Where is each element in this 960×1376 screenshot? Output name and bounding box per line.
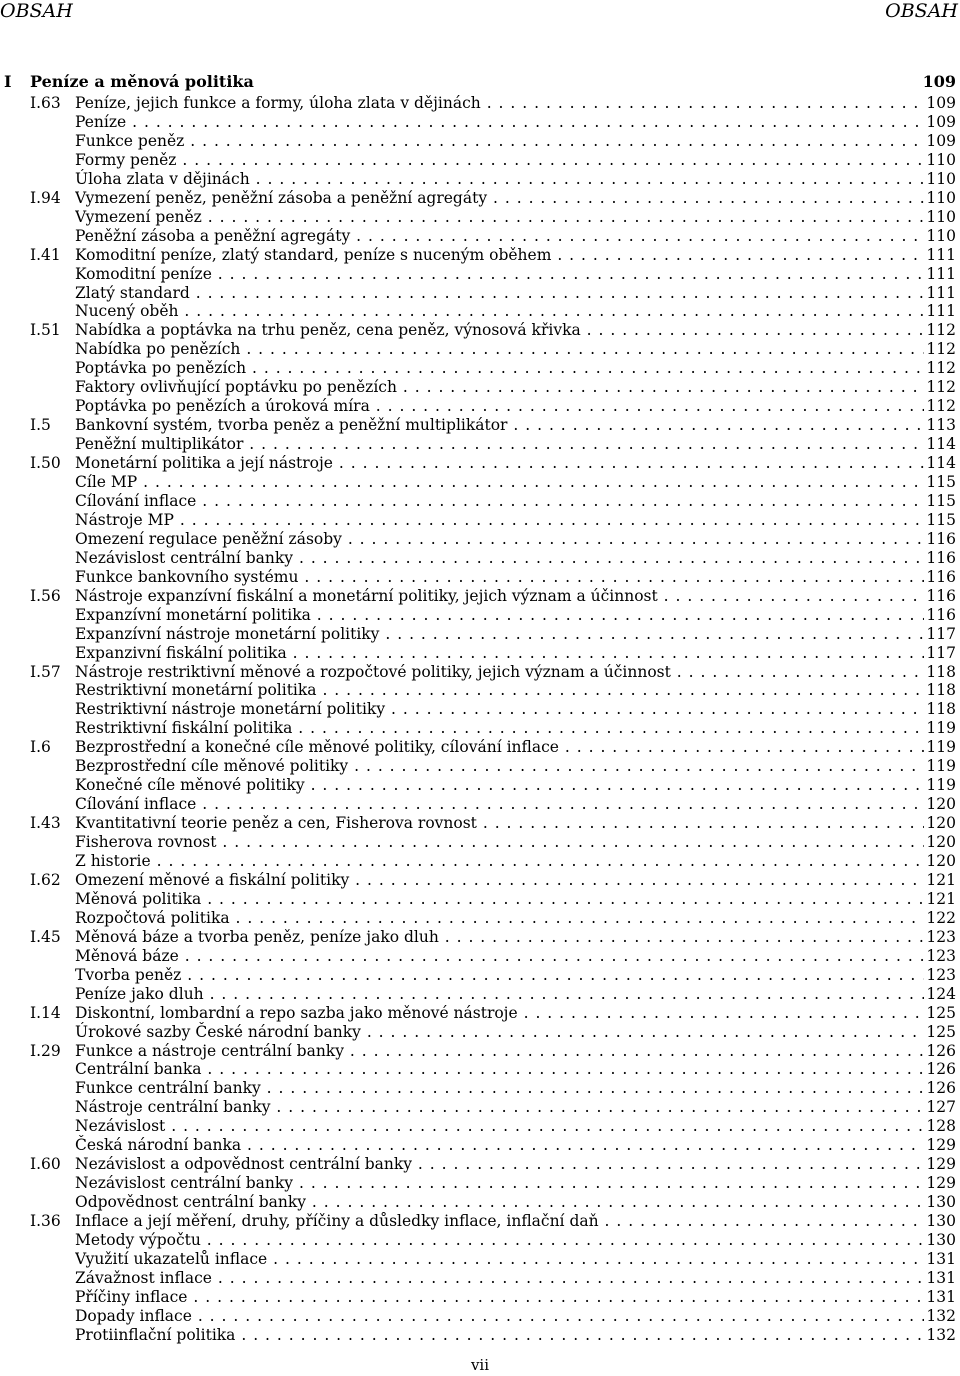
- entry-page: 110: [926, 169, 956, 188]
- entry-page: 129: [926, 1136, 956, 1155]
- entry-page: 121: [926, 889, 956, 908]
- toc-subentry[interactable]: [0, 718, 960, 738]
- entry-title: Diskontní, lombardní a repo sazba jako měnové nástroje . . .: [75, 1003, 924, 1023]
- entry-page: 110: [926, 226, 956, 245]
- toc-subentry[interactable]: [0, 965, 960, 985]
- entry-title: Nástroje expanzívní fiskální a monetární politiky, jejich význam a účinnost . . .: [75, 586, 924, 606]
- section-number: I.57: [30, 662, 61, 681]
- entry-page: 114: [926, 454, 956, 473]
- toc-subentry[interactable]: [0, 339, 960, 359]
- entry-page: 120: [926, 795, 956, 814]
- section-number: I.51: [30, 321, 61, 340]
- toc-subentry[interactable]: [0, 264, 960, 284]
- entry-title: Metody výpočtu . . .: [75, 1230, 924, 1250]
- toc-section[interactable]: [0, 188, 960, 208]
- entry-title: Nabídka po penězích . . .: [75, 339, 924, 359]
- toc-subentry[interactable]: [0, 112, 960, 132]
- section-number: I.60: [30, 1155, 61, 1174]
- toc-subentry[interactable]: [0, 434, 960, 454]
- entry-title: Expanzivní fiskální politika . . .: [75, 643, 924, 663]
- entry-title: Faktory ovlivňující poptávku po penězích . . .: [75, 377, 924, 397]
- toc-subentry[interactable]: [0, 889, 960, 909]
- entry-title: Restriktivní nástroje monetární politiky . . .: [75, 699, 924, 719]
- toc-section[interactable]: [0, 320, 960, 340]
- toc-subentry[interactable]: [0, 491, 960, 511]
- toc-subentry[interactable]: [0, 1249, 960, 1269]
- entry-title: Peníze, jejich funkce a formy, úloha zlata v dějinách . . .: [75, 93, 924, 113]
- entry-page: 112: [926, 321, 956, 340]
- entry-title: Peníze jako dluh . . .: [75, 984, 924, 1004]
- entry-page: 111: [926, 302, 956, 321]
- entry-title: Peněžní zásoba a peněžní agregáty . . .: [75, 226, 924, 246]
- section-number: I.94: [30, 188, 61, 207]
- toc-subentry[interactable]: [0, 1325, 960, 1345]
- entry-page: 109: [926, 131, 956, 150]
- toc-section[interactable]: [0, 662, 960, 682]
- entry-page: 109: [926, 94, 956, 112]
- entry-page: 122: [926, 908, 956, 927]
- entry-page: 127: [926, 1098, 956, 1117]
- entry-page: 130: [926, 1231, 956, 1249]
- entry-page: 110: [926, 207, 956, 226]
- entry-title: Zlatý standard . . .: [75, 283, 924, 303]
- toc-subentry[interactable]: [0, 946, 960, 966]
- entry-title: Nástroje MP . . .: [75, 510, 924, 530]
- toc-part[interactable]: [0, 72, 960, 92]
- entry-title: Z historie . . .: [75, 851, 924, 871]
- entry-title: Funkce bankovního systému . . .: [75, 567, 924, 587]
- toc-subentry[interactable]: [0, 169, 960, 189]
- toc-subentry[interactable]: [0, 567, 960, 587]
- entry-page: 110: [926, 150, 956, 169]
- entry-page: 119: [926, 757, 956, 776]
- entry-title: Vymezení peněz, peněžní zásoba a peněžní agregáty . . .: [75, 188, 924, 208]
- entry-page: 116: [926, 605, 956, 624]
- section-number: I.56: [30, 586, 61, 605]
- entry-title: Úloha zlata v dějinách . . .: [75, 169, 924, 189]
- entry-page: 123: [926, 927, 956, 946]
- toc-section[interactable]: [0, 813, 960, 833]
- toc-subentry[interactable]: [0, 510, 960, 530]
- toc-subentry[interactable]: [0, 775, 960, 795]
- entry-page: 126: [926, 1060, 956, 1079]
- section-number: I.14: [30, 1003, 61, 1022]
- toc-subentry[interactable]: [0, 283, 960, 303]
- entry-page: 131: [926, 1250, 956, 1268]
- running-header: [0, 0, 960, 26]
- entry-title: Příčiny inflace . . .: [75, 1287, 924, 1307]
- entry-title: Závažnost inflace . . .: [75, 1268, 924, 1288]
- entry-page: 110: [926, 188, 956, 207]
- entry-title: Rozpočtová politika . . .: [75, 908, 924, 928]
- entry-title: Funkce centrální banky . . .: [75, 1078, 924, 1098]
- section-number: I.6: [30, 738, 51, 757]
- entry-title: Omezení měnové a fiskální politiky . . .: [75, 870, 924, 890]
- section-number: I.63: [30, 94, 61, 112]
- toc-subentry[interactable]: [0, 984, 960, 1004]
- part-title: Peníze a měnová politika: [30, 72, 254, 91]
- entry-title: Funkce a nástroje centrální banky . . .: [75, 1041, 924, 1061]
- entry-page: 132: [926, 1306, 956, 1325]
- entry-page: 123: [926, 946, 956, 965]
- entry-page: 120: [926, 814, 956, 833]
- entry-title: Peníze . . .: [75, 112, 924, 132]
- toc-subentry[interactable]: [0, 851, 960, 871]
- entry-page: 116: [926, 529, 956, 548]
- entry-page: 112: [926, 397, 956, 416]
- entry-title: Vymezení peněz . . .: [75, 207, 924, 227]
- entry-page: 111: [926, 283, 956, 302]
- entry-title: Bezprostřední cíle měnové politiky . . .: [75, 756, 924, 776]
- toc-subentry[interactable]: [0, 624, 960, 644]
- toc-subentry[interactable]: [0, 643, 960, 663]
- entry-page: 115: [926, 510, 956, 529]
- toc-subentry[interactable]: [0, 1059, 960, 1079]
- entry-title: Expanzívní monetární politika . . .: [75, 605, 924, 625]
- entry-title: Konečné cíle měnové politiky . . .: [75, 775, 924, 795]
- header-left: OBSAH: [0, 0, 73, 22]
- toc-section[interactable]: [0, 1154, 960, 1174]
- entry-page: 109: [926, 113, 956, 131]
- entry-title: Úrokové sazby České národní banky . . .: [75, 1022, 924, 1042]
- entry-page: 129: [926, 1155, 956, 1174]
- toc-subentry[interactable]: [0, 1022, 960, 1042]
- entry-title: Protiinflační politika . . .: [75, 1325, 924, 1345]
- entry-page: 116: [926, 586, 956, 605]
- page-number-footer: vii: [470, 1356, 490, 1374]
- toc-subentry[interactable]: [0, 908, 960, 928]
- section-number: I.62: [30, 870, 61, 889]
- toc-subentry[interactable]: [0, 1287, 960, 1307]
- entry-page: 112: [926, 359, 956, 378]
- toc-subentry[interactable]: [0, 794, 960, 814]
- entry-title: Nabídka a poptávka na trhu peněz, cena peněz, výnosová křivka . . .: [75, 320, 924, 340]
- section-number: I.43: [30, 814, 61, 833]
- toc-subentry[interactable]: [0, 605, 960, 625]
- entry-title: Nástroje centrální banky . . .: [75, 1097, 924, 1117]
- toc-subentry[interactable]: [0, 358, 960, 378]
- toc-section[interactable]: [0, 927, 960, 947]
- toc-subentry[interactable]: [0, 1268, 960, 1288]
- entry-page: 120: [926, 852, 956, 870]
- toc-subentry[interactable]: [0, 1116, 960, 1136]
- entry-page: 132: [926, 1325, 956, 1344]
- toc-subentry[interactable]: [0, 680, 960, 700]
- entry-page: 130: [926, 1193, 956, 1212]
- entry-title: Kvantitativní teorie peněz a cen, Fisherova rovnost . . .: [75, 813, 924, 833]
- toc-subentry[interactable]: [0, 1078, 960, 1098]
- toc-subentry[interactable]: [0, 301, 960, 321]
- entry-title: Nezávislost . . .: [75, 1116, 924, 1136]
- entry-page: 118: [926, 700, 956, 719]
- entry-page: 116: [926, 548, 956, 567]
- entry-title: Bezprostřední a konečné cíle měnové politiky, cílování inflace . . .: [75, 737, 924, 757]
- entry-page: 111: [926, 264, 956, 283]
- toc-subentry[interactable]: [0, 377, 960, 397]
- entry-page: 124: [926, 984, 956, 1003]
- entry-title: Poptávka po penězích . . .: [75, 358, 924, 378]
- entry-title: Nucený oběh . . .: [75, 301, 924, 321]
- entry-page: 129: [926, 1174, 956, 1193]
- entry-page: 117: [926, 643, 956, 662]
- entry-title: Poptávka po penězích a úroková míra . . .: [75, 396, 924, 416]
- toc-subentry[interactable]: [0, 472, 960, 492]
- entry-page: 123: [926, 965, 956, 984]
- entry-page: 115: [926, 473, 956, 491]
- toc-section[interactable]: [0, 453, 960, 473]
- entry-title: Omezení regulace peněžní zásoby . . .: [75, 529, 924, 549]
- section-number: I.29: [30, 1041, 61, 1060]
- entry-title: Využití ukazatelů inflace . . .: [75, 1249, 924, 1269]
- entry-page: 118: [926, 662, 956, 681]
- entry-page: 112: [926, 340, 956, 359]
- toc-section[interactable]: [0, 415, 960, 435]
- entry-title: Restriktivní monetární politika . . .: [75, 680, 924, 700]
- entry-page: 116: [926, 567, 956, 586]
- entry-title: Peněžní multiplikátor . . .: [75, 434, 924, 454]
- section-number: I.36: [30, 1212, 61, 1230]
- entry-page: 126: [926, 1079, 956, 1098]
- entry-title: Nezávislost centrální banky . . .: [75, 1173, 924, 1193]
- entry-page: 112: [926, 378, 956, 397]
- toc-section[interactable]: [0, 1211, 960, 1231]
- section-number: I.41: [30, 245, 61, 264]
- entry-page: 117: [926, 624, 956, 643]
- toc-subentry[interactable]: [0, 1135, 960, 1155]
- entry-title: Nezávislost a odpovědnost centrální banky . . .: [75, 1154, 924, 1174]
- toc-subentry[interactable]: [0, 1306, 960, 1326]
- entry-page: 120: [926, 833, 956, 851]
- toc-subentry[interactable]: [0, 548, 960, 568]
- entry-title: Měnová báze . . .: [75, 946, 924, 966]
- toc-subentry[interactable]: [0, 1097, 960, 1117]
- part-number: I: [4, 72, 12, 91]
- entry-page: 128: [926, 1117, 956, 1136]
- entry-title: Cílování inflace . . .: [75, 491, 924, 511]
- entry-title: Centrální banka . . .: [75, 1059, 924, 1079]
- entry-page: 118: [926, 681, 956, 700]
- entry-title: Odpovědnost centrální banky . . .: [75, 1192, 924, 1212]
- entry-title: Cílování inflace . . .: [75, 794, 924, 814]
- entry-title: Bankovní systém, tvorba peněz a peněžní multiplikátor . . .: [75, 415, 924, 435]
- entry-page: 113: [926, 416, 956, 435]
- entry-title: Fisherova rovnost . . .: [75, 832, 924, 852]
- entry-page: 114: [926, 435, 956, 454]
- entry-title: Inflace a její měření, druhy, příčiny a důsledky inflace, inflační daň . . .: [75, 1211, 924, 1231]
- entry-page: 131: [926, 1268, 956, 1287]
- entry-page: 131: [926, 1287, 956, 1306]
- toc-section[interactable]: [0, 870, 960, 890]
- entry-title: Měnová politika . . .: [75, 889, 924, 909]
- entry-page: 126: [926, 1041, 956, 1060]
- toc-subentry[interactable]: [0, 1230, 960, 1250]
- section-number: I.50: [30, 454, 61, 473]
- toc-subentry[interactable]: [0, 150, 960, 170]
- entry-page: 125: [926, 1003, 956, 1022]
- toc-subentry[interactable]: [0, 226, 960, 246]
- toc-section[interactable]: [0, 93, 960, 113]
- toc-subentry[interactable]: [0, 131, 960, 151]
- entry-title: Komoditní peníze, zlatý standard, peníze s nuceným oběhem . . .: [75, 245, 924, 265]
- entry-page: 119: [926, 776, 956, 795]
- entry-title: Funkce peněz . . .: [75, 131, 924, 151]
- entry-page: 121: [926, 870, 956, 889]
- toc-subentry[interactable]: [0, 207, 960, 227]
- entry-page: 125: [926, 1022, 956, 1041]
- entry-page: 119: [926, 719, 956, 738]
- entry-page: 130: [926, 1212, 956, 1230]
- entry-title: Tvorba peněz . . .: [75, 965, 924, 985]
- entry-title: Expanzívní nástroje monetární politiky . . .: [75, 624, 924, 644]
- section-number: I.5: [30, 416, 51, 435]
- toc-section[interactable]: [0, 245, 960, 265]
- entry-page: 119: [926, 738, 956, 757]
- entry-title: Dopady inflace . . .: [75, 1306, 924, 1326]
- toc-subentry[interactable]: [0, 832, 960, 852]
- entry-title: Nástroje restriktivní měnové a rozpočtové politiky, jejich význam a účinnost . . .: [75, 662, 924, 682]
- toc-subentry[interactable]: [0, 396, 960, 416]
- entry-page: 111: [926, 245, 956, 264]
- toc-section[interactable]: [0, 1003, 960, 1023]
- part-page: 109: [922, 72, 956, 91]
- entry-title: Formy peněz . . .: [75, 150, 924, 170]
- toc-section[interactable]: [0, 586, 960, 606]
- entry-title: Komoditní peníze . . .: [75, 264, 924, 284]
- toc-subentry[interactable]: [0, 756, 960, 776]
- toc-subentry[interactable]: [0, 1192, 960, 1212]
- entry-title: Měnová báze a tvorba peněz, peníze jako dluh . . .: [75, 927, 924, 947]
- header-right: OBSAH: [885, 0, 958, 22]
- toc-subentry[interactable]: [0, 1173, 960, 1193]
- entry-title: Cíle MP . . .: [75, 472, 924, 492]
- toc-subentry[interactable]: [0, 699, 960, 719]
- entry-title: Česká národní banka . . .: [75, 1135, 924, 1155]
- entry-title: Nezávislost centrální banky . . .: [75, 548, 924, 568]
- entry-title: Monetární politika a její nástroje . . .: [75, 453, 924, 473]
- toc-subentry[interactable]: [0, 529, 960, 549]
- entry-page: 115: [926, 491, 956, 510]
- entry-title: Restriktivní fiskální politika . . .: [75, 718, 924, 738]
- toc-section[interactable]: [0, 1041, 960, 1061]
- section-number: I.45: [30, 927, 61, 946]
- toc-section[interactable]: [0, 737, 960, 757]
